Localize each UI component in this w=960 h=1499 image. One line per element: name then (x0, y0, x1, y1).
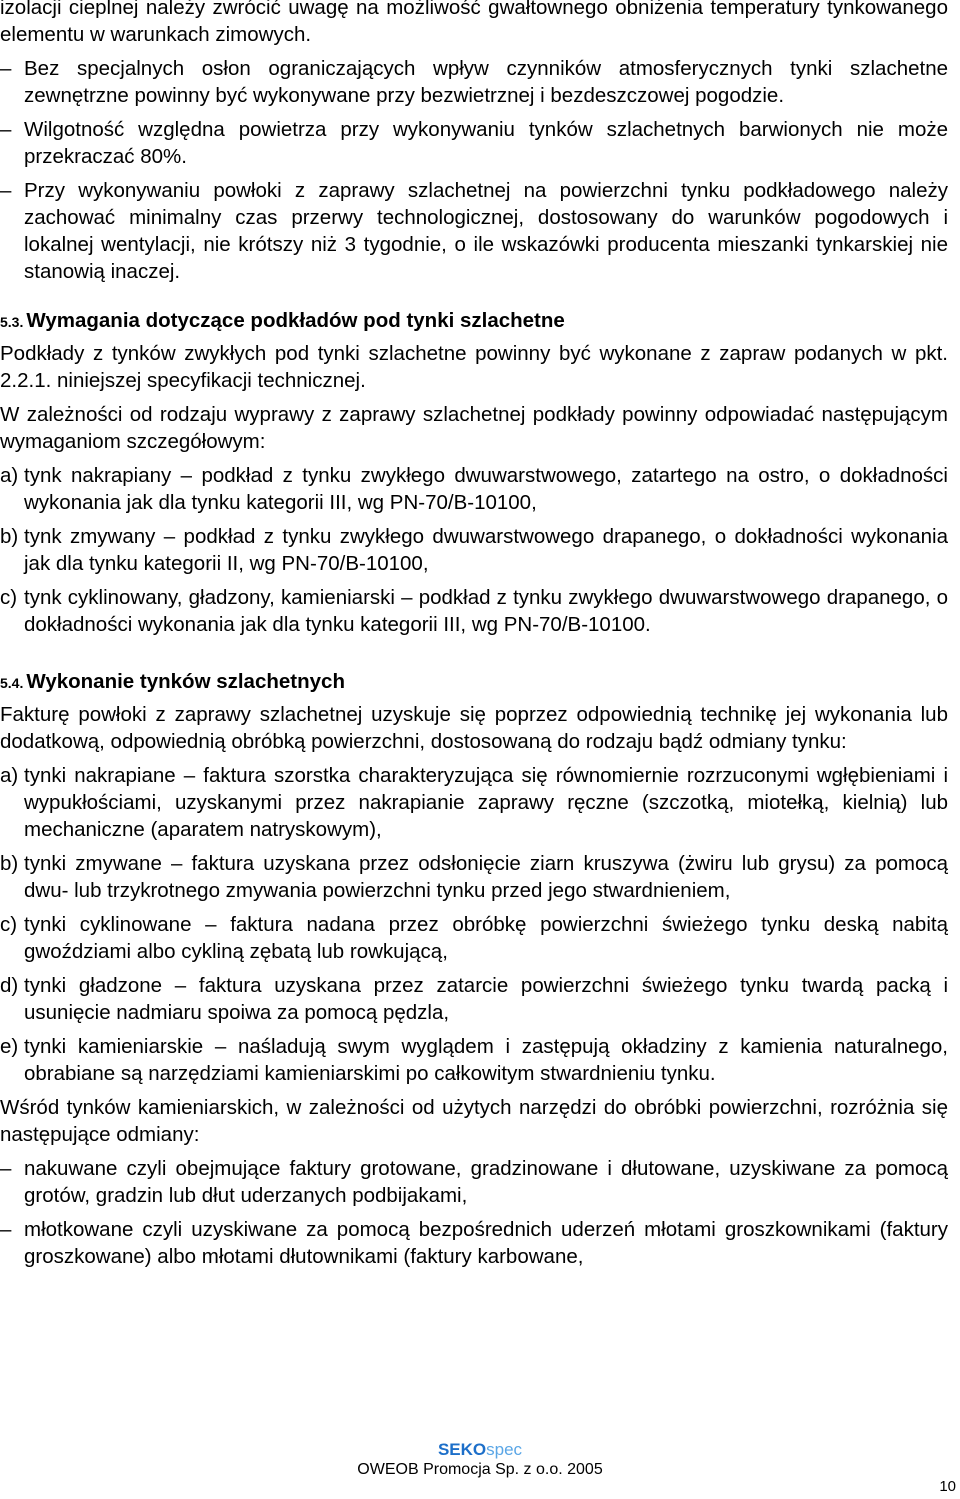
list-item (0, 911, 948, 965)
list-item (0, 462, 948, 516)
list-marker: a) (0, 464, 19, 487)
list-item-text: Przy wykonywaniu powłoki z zaprawy szlachetnej na powierzchni tynku podkładowego należy zachować minimalny czas przerwy technologicznej, dostosowany do warunków pogodowych i lokalnej wentylacji, nie krótszy niż 3 tygodnie, o ile wskazówki producenta mieszanki tynkarskiej nie stanowią inaczej. (24, 179, 948, 283)
section-number: 5.4. (0, 675, 24, 691)
list-item (0, 1216, 948, 1270)
list-item-text: tynki cyklinowane – faktura nadana przez obróbkę powierzchni świeżego tynku deską nabitą gwoździami albo cykliną zębatą lub rowkującą, (24, 913, 948, 963)
list-marker: e) (0, 1035, 19, 1058)
list-item (0, 1155, 948, 1209)
section-heading (0, 668, 948, 697)
list-item-text: tynki zmywane – faktura uzyskana przez odsłonięcie ziarn kruszywa (żwiru lub grysu) za pomocą dwu- lub trzykrotnego zmywania powierzchni tynku przed jego stwardnieniem, (24, 852, 948, 902)
list-marker: d) (0, 974, 19, 997)
list-item (0, 55, 948, 109)
list-item-text: tynki nakrapiane – faktura szorstka charakteryzująca się równomiernie rozrzuconymi wgłębieniami i wypukłościami, uzyskanymi przez nakrapianie zaprawy ręczne (szczotką, miotełką, kielnią) lub mechaniczne (aparatem natryskowym), (24, 764, 948, 841)
page-footer (0, 1440, 960, 1480)
logo-part-spec: spec (486, 1440, 523, 1459)
list-item (0, 177, 948, 285)
list-item (0, 850, 948, 904)
list-marker: a) (0, 764, 19, 787)
list-item (0, 1033, 948, 1087)
dash-marker: – (0, 1218, 12, 1241)
dash-marker: – (0, 1157, 12, 1180)
dash-marker: – (0, 179, 12, 202)
section-title: Wykonanie tynków szlachetnych (26, 670, 345, 693)
section-heading (0, 307, 948, 336)
page-number: 10 (939, 1478, 956, 1495)
list-item (0, 523, 948, 577)
list-item-text: młotkowane czyli uzyskiwane za pomocą bezpośrednich uderzeń młotami groszkownikami (faktury groszkowane) albo młotami dłutownikami (faktury karbowane, (24, 1218, 948, 1268)
list-marker: b) (0, 525, 19, 548)
list-marker: c) (0, 586, 18, 609)
list-item (0, 584, 948, 638)
dash-marker: – (0, 118, 12, 141)
list-item-text: tynk zmywany – podkład z tynku zwykłego dwuwarstwowego drapanego, o dokładności wykonania jak dla tynku kategorii II, wg PN-70/B-10100, (24, 525, 948, 575)
paragraph: Wśród tynków kamieniarskich, w zależności od użytych narzędzi do obróbki powierzchni, rozróżnia się następujące odmiany: (0, 1096, 948, 1146)
list-item-text: tynk cyklinowany, gładzony, kamieniarski – podkład z tynku zwykłego dwuwarstwowego drapanego, o dokładności wykonania jak dla tynku kategorii III, wg PN-70/B-10100. (24, 586, 948, 636)
paragraph: Podkłady z tynków zwykłych pod tynki szlachetne powinny być wykonane z zapraw podanych w pkt. 2.2.1. niniejszej specyfikacji technicznej. (0, 342, 948, 392)
logo-part-seko: SEKO (437, 1440, 487, 1459)
footer-logo (0, 1440, 960, 1460)
list-item-text: Wilgotność względna powietrza przy wykonywaniu tynków szlachetnych barwionych nie może przekraczać 80%. (24, 118, 948, 168)
list-marker: c) (0, 913, 18, 936)
list-item-text: tynk nakrapiany – podkład z tynku zwykłego dwuwarstwowego, zatartego na ostro, o dokładności wykonania jak dla tynku kategorii III, wg PN-70/B-10100, (24, 464, 948, 514)
list-item (0, 972, 948, 1026)
list-item-text: nakuwane czyli obejmujące faktury grotowane, gradzinowane i dłutowane, uzyskiwane za pomocą grotów, gradzin lub dłut uderzanych podbijakami, (24, 1157, 948, 1207)
paragraph: Fakturę powłoki z zaprawy szlachetnej uzyskuje się poprzez odpowiednią technikę jej wykonania lub dodatkową, odpowiednią obróbką powierzchni, dostosowaną do rodzaju bądź odmiany tynku: (0, 703, 948, 753)
list-item (0, 116, 948, 170)
section-title: Wymagania dotyczące podkładów pod tynki szlachetne (26, 309, 565, 332)
list-item-text: Bez specjalnych osłon ograniczających wpływ czynników atmosferycznych tynki szlachetne zewnętrzne powinny być wykonywane przy bezwietrznej i bezdeszczowej pogodzie. (24, 57, 948, 107)
section-number: 5.3. (0, 314, 24, 330)
list-item (0, 762, 948, 843)
continued-paragraph: izolacji cieplnej należy zwrócić uwagę na możliwość gwałtownego obniżenia temperatury tynkowanego elementu w warunkach zimowych. (0, 0, 948, 46)
list-item-text: tynki kamieniarskie – naśladują swym wyglądem i zastępują okładziny z kamienia naturalnego, obrabiane są narzędziami kamieniarskimi po całkowitym stwardnieniu tynku. (24, 1035, 948, 1085)
paragraph: W zależności od rodzaju wyprawy z zaprawy szlachetnej podkłady powinny odpowiadać następującym wymaganiom szczegółowym: (0, 403, 948, 453)
dash-marker: – (0, 57, 12, 80)
footer-organization: OWEOB Promocja Sp. z o.o. 2005 (357, 1461, 603, 1478)
list-item-text: tynki gładzone – faktura uzyskana przez zatarcie powierzchni świeżego tynku twardą packą i usunięcie nadmiaru spoiwa za pomocą pędzla, (24, 974, 948, 1024)
list-marker: b) (0, 852, 19, 875)
